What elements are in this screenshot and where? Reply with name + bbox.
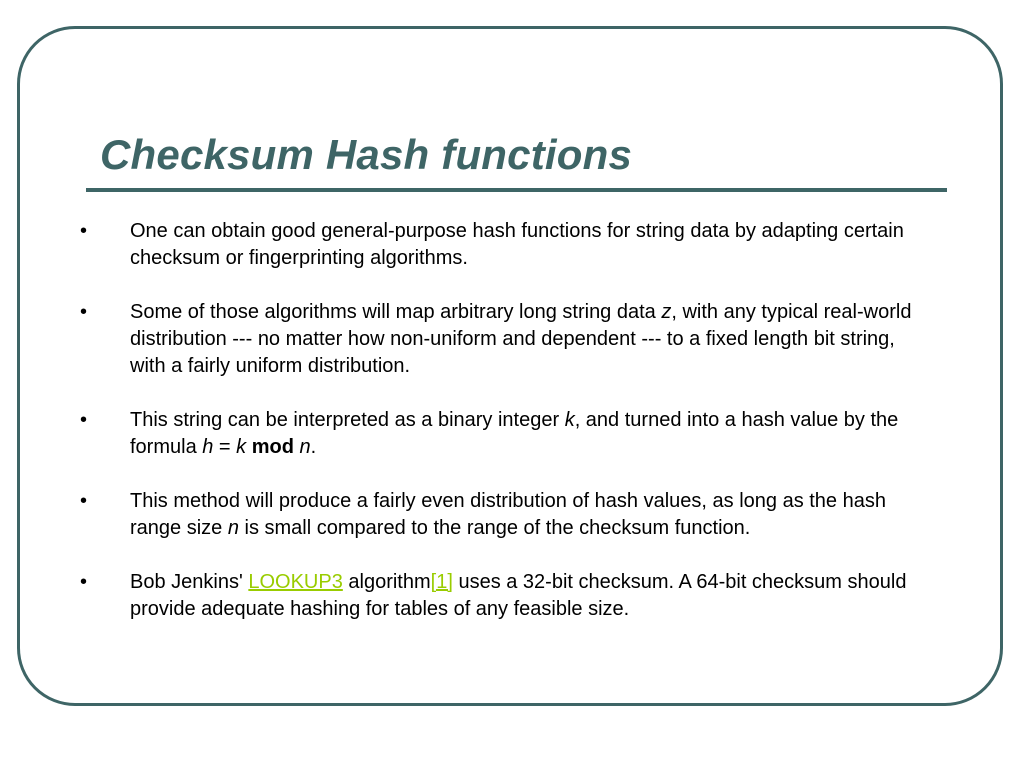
bullet-text: Some of those algorithms will map arbitrary long string data bbox=[130, 301, 662, 323]
bullet-text: Bob Jenkins' bbox=[130, 571, 249, 593]
formula-mod: mod bbox=[251, 436, 294, 458]
bullet-text: , and turned into a hash value by the formula bbox=[130, 409, 899, 458]
bullet-text: , with any typical real-world distribution --- no matter how non-uniform and dependent --- to a fixed length bit string, with a fairly uniform distribution. bbox=[130, 301, 912, 377]
bullet-item bbox=[76, 299, 926, 380]
title-divider bbox=[86, 188, 947, 192]
formula-n: n bbox=[299, 436, 311, 458]
slide-title: Checksum Hash functions bbox=[100, 131, 633, 178]
bullet-marker: • bbox=[80, 409, 88, 431]
bullet-marker: • bbox=[80, 571, 88, 593]
formula-h: h bbox=[202, 436, 214, 458]
variable-k: k bbox=[564, 409, 575, 431]
bullet-list bbox=[76, 218, 926, 650]
bullet-text: algorithm bbox=[342, 571, 431, 593]
bullet-marker: • bbox=[80, 490, 88, 512]
variable-z: z bbox=[661, 301, 672, 323]
lookup3-link[interactable]: LOOKUP3 bbox=[248, 571, 343, 593]
bullet-text: This method will produce a fairly even distribution of hash values, as long as the hash range size bbox=[130, 490, 886, 539]
bullet-marker: • bbox=[80, 220, 88, 242]
bullet-item bbox=[76, 488, 926, 542]
citation-link[interactable]: [1] bbox=[430, 571, 453, 593]
bullet-text: . bbox=[310, 436, 317, 458]
formula-k: k bbox=[236, 436, 247, 458]
bullet-text: is small compared to the range of the checksum function. bbox=[238, 517, 751, 539]
bullet-text: This string can be interpreted as a binary integer bbox=[130, 409, 565, 431]
bullet-item bbox=[76, 407, 926, 461]
bullet-item bbox=[76, 218, 926, 272]
bullet-item bbox=[76, 569, 926, 623]
bullet-text: One can obtain good general-purpose hash functions for string data by adapting certain checksum or fingerprinting algorithms. bbox=[130, 220, 904, 269]
bullet-marker: • bbox=[80, 301, 88, 323]
formula-equals: = bbox=[213, 436, 237, 458]
variable-n: n bbox=[227, 517, 239, 539]
bullet-text: uses a 32-bit checksum. A 64-bit checksum should provide adequate hashing for tables of any feasible size. bbox=[130, 571, 907, 620]
